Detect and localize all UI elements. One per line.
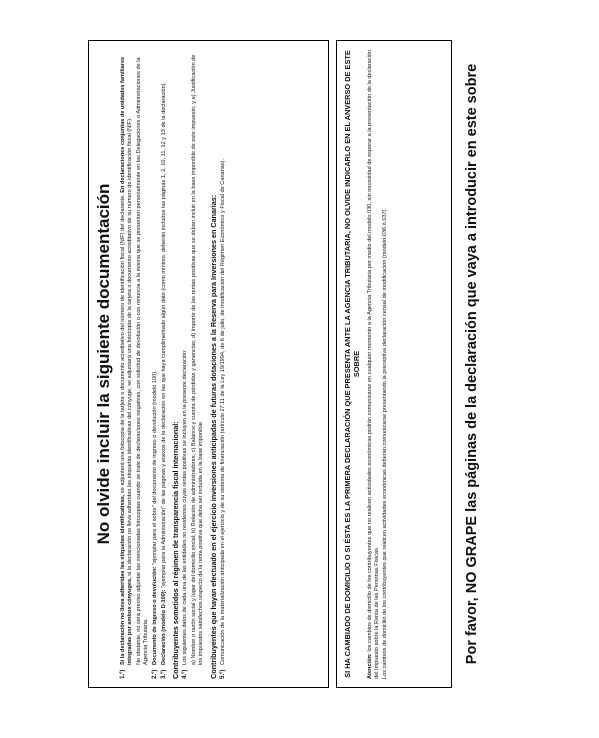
item-text-2: si la declaración no lleva adheridas las etiquetas identificativas del cónyuge, se adjuntará una fotocopia de la tarjeta o documento acreditativo de su número de identificación fiscal (NIF). [126,117,133,578]
domicilio-second-paragraph: Los cambios de domicilio de los contribuyentes que realicen actividades económicas deberán comunicarse presentando la preceptiva declaración censal de modificación (modelo 036 ó 037). [381,207,388,679]
item-bold: Si la declaración no lleva adheridas las etiquetas identificativas, [120,494,126,665]
item-bold: Declaración (modelo D-100): [160,589,167,665]
item-number: 3.º) [159,669,167,679]
domicilio-box [336,40,452,688]
documentation-box [88,40,329,688]
no-grape-notice: Por favor, NO GRAPE las páginas de la declaración que vaya a introducir en este sobre [464,63,480,665]
item-number: 1.º) [119,669,126,679]
atencion-label: Atención: [367,653,373,679]
item-text: "ejemplar para la Administración" de las páginas y anexos de la declaración en las que haya cumplimentado algún dato (como mínimo, deberán incluirse las páginas 1, 2, 10, 11, 12 y 13 de la declaración). [160,81,167,590]
item-4-detail: a) Nombre o razón social y lugar del domicilio social; b) Relación de administradores; c) Balance y cuenta de pérdidas y ganancias; d) Importe de las rentas positivas que se deban incluir en la base imponible de este impuesto, y e) Justificación de los impuestos satisfechos respecto de la renta positiva que deba ser incluida en la base imponible. [191,54,205,665]
item-number: 4.º) [181,669,189,679]
item-2 [152,49,159,679]
rotated-page [78,26,526,694]
domicilio-heading: SI HA CAMBIADO DE DOMICILIO O SI ÉSTA ES LA PRIMERA DECLARACIÓN QUE PRESENTA ANTE LA AGENCIA TRIBUTARIA, NO OLVIDE INDICARLO EN EL ANVERSO DE ESTE SOBRE [343,50,361,678]
atencion-text: los cambios de domicilio de los contribuyentes que no realicen actividades económicas podrán comunicarse en cualquier momento a la Agencia Tributaria por medio del modelo 030, sin necesidad de esperar a la presentación de la declaración del Impuesto sobre la Renta de las Personas Físicas. [367,49,380,679]
documentation-title: No olvide incluir la siguiente documentación [94,183,113,545]
item-text: "ejemplar para el sobre" del documento de ingreso o devolución (modelo 100). [151,370,158,567]
item-5 [220,49,227,679]
item-1 [120,49,134,679]
item-4 [182,49,189,679]
item-text: se adjuntará una fotocopia de la tarjeta o documento acreditativo del número de identificación fiscal (NIF) del declarante. [120,192,126,495]
item-3 [161,49,168,679]
item-number: 2.º) [150,669,158,679]
item-text: Comunicación de la materialización anticipada en el ejercicio y de su sistema de financiación (artículo 27.11 de la Ley 19/1994, de 6 de julio, de modificación del Régimen Económico y Fiscal de Canarias). [220,158,227,665]
item-bold-2: En declaraciones conjuntas de unidades familiares integradas por ambos cónyuges, [120,56,133,665]
atencion-paragraph [367,49,381,679]
item-text: Los siguientes datos de cada una de las entidades no residentes cuyas rentas positivas se incluyan en la presente declaración: [182,349,189,665]
item-number: 5.º) [219,669,227,679]
item-1-note: No obstante, no será preciso adjuntar las mencionadas fotocopias cuando se trate de declaraciones negativas, con solicitud de devolución o con renuncia a la misma que se presenten personalmente en las Delegaciones o Administraciones de la Agencia Tributaria. [135,57,149,665]
item-bold: Documento de ingreso o devolución: [151,566,158,665]
transparencia-heading: Contribuyentes sometidos al régimen de transparencia fiscal internacional: [171,421,181,679]
canarias-heading: Contribuyentes que hayan efectuado en el ejercicio inversiones anticipadas de futuras dotaciones a la Reserva para Inversiones en Canarias: [209,194,219,679]
